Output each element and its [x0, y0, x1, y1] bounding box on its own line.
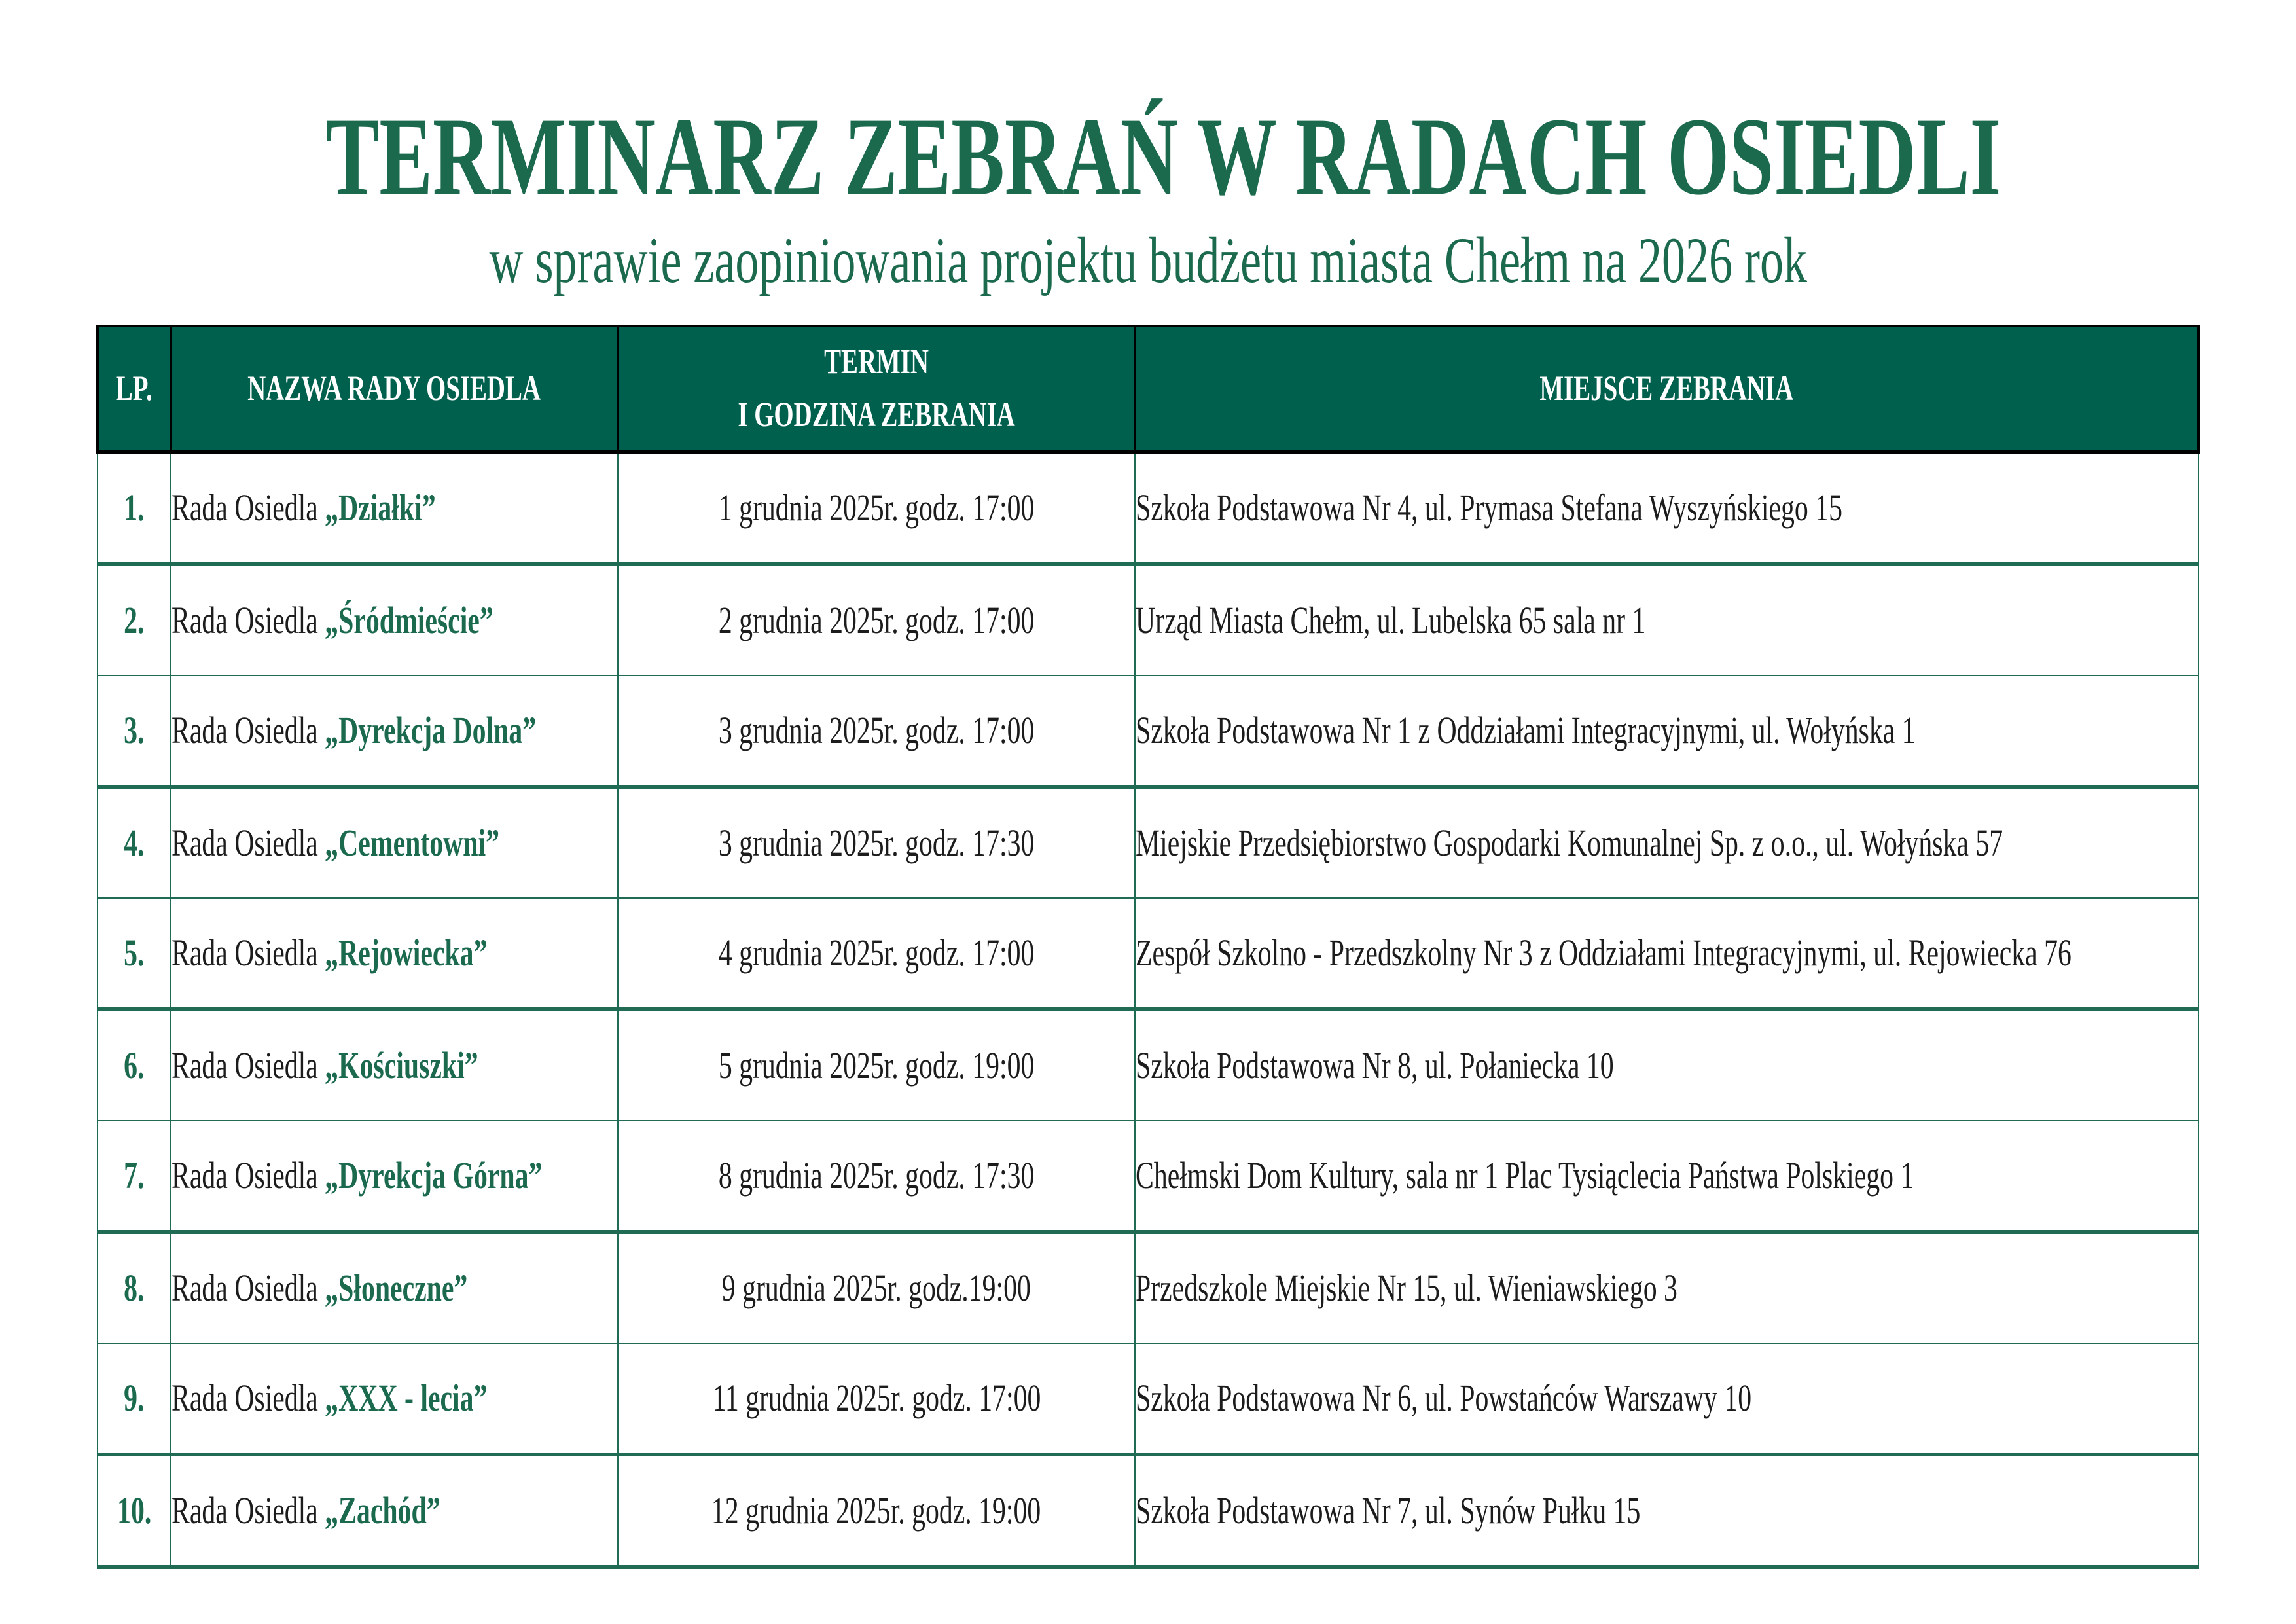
meeting-date-cell: [618, 1343, 1135, 1454]
schedule-body: [98, 452, 2198, 1567]
page-title: [0, 95, 2296, 218]
council-prefix: Rada Osiedla: [171, 1377, 318, 1419]
table-row: [98, 1121, 2198, 1232]
meeting-date-cell: [618, 1454, 1135, 1567]
row-number-cell: [98, 1232, 171, 1343]
council-name: „Śródmieście”: [325, 599, 493, 641]
header-council-name: NAZWA RADY OSIEDLA: [171, 326, 618, 452]
council-name-cell: [171, 1343, 618, 1454]
council-prefix: Rada Osiedla: [171, 821, 318, 864]
meeting-date: 8 grudnia 2025r. godz. 17:30: [718, 1154, 1035, 1197]
meeting-date: 3 grudnia 2025r. godz. 17:30: [718, 821, 1035, 864]
meeting-place: Szkoła Podstawowa Nr 4, ul. Prymasa Stefana Wyszyńskiego 15: [1136, 486, 1842, 529]
council-prefix: Rada Osiedla: [171, 1044, 318, 1087]
row-number: 6.: [124, 1044, 145, 1087]
council-name: „Kościuszki”: [325, 1044, 478, 1087]
council-name: „Działki”: [325, 486, 436, 529]
row-number: 4.: [124, 821, 145, 864]
row-number-cell: [98, 787, 171, 898]
meeting-place: Zespół Szkolno - Przedszkolny Nr 3 z Oddziałami Integracyjnymi, ul. Rejowiecka 76: [1136, 931, 2072, 974]
meeting-date-cell: [618, 564, 1135, 676]
meeting-date: 3 grudnia 2025r. godz. 17:00: [718, 709, 1035, 751]
meeting-place: Przedszkole Miejskie Nr 15, ul. Wieniawskiego 3: [1136, 1267, 1677, 1309]
meeting-date-cell: [618, 1121, 1135, 1232]
meeting-date-cell: [618, 787, 1135, 898]
meeting-date: 9 grudnia 2025r. godz.19:00: [721, 1267, 1031, 1309]
table-row: [98, 676, 2198, 787]
council-prefix: Rada Osiedla: [171, 1267, 318, 1309]
meeting-place-cell: [1135, 1343, 2198, 1454]
council-name-cell: [171, 1232, 618, 1343]
meeting-place-cell: [1135, 676, 2198, 787]
row-number-cell: [98, 676, 171, 787]
header-lp: LP.: [98, 326, 171, 452]
council-prefix: Rada Osiedla: [171, 486, 318, 529]
council-name: „Cementowni”: [325, 821, 500, 864]
row-number: 9.: [124, 1377, 145, 1419]
page-title-text: TERMINARZ ZEBRAŃ W RADACH OSIEDLI: [325, 95, 2001, 218]
table-row: [98, 787, 2198, 898]
row-number: 10.: [117, 1489, 152, 1532]
header-date-time-line1: TERMIN: [824, 342, 929, 381]
meeting-place-cell: [1135, 1232, 2198, 1343]
meeting-date: 12 grudnia 2025r. godz. 19:00: [711, 1489, 1041, 1532]
table-row: [98, 898, 2198, 1009]
meeting-date: 11 grudnia 2025r. godz. 17:00: [712, 1377, 1041, 1419]
meeting-date-cell: [618, 1232, 1135, 1343]
meeting-place-cell: [1135, 1009, 2198, 1121]
meeting-place-cell: [1135, 898, 2198, 1009]
meeting-place-cell: [1135, 452, 2198, 564]
meeting-date: 5 grudnia 2025r. godz. 19:00: [718, 1044, 1035, 1087]
row-number-cell: [98, 1454, 171, 1567]
row-number-cell: [98, 564, 171, 676]
council-prefix: Rada Osiedla: [171, 709, 318, 751]
meeting-place: Urząd Miasta Chełm, ul. Lubelska 65 sala nr 1: [1136, 599, 1646, 641]
page-subtitle: [0, 223, 2296, 297]
row-number-cell: [98, 1121, 171, 1232]
meeting-place: Szkoła Podstawowa Nr 6, ul. Powstańców Warszawy 10: [1136, 1377, 1752, 1419]
council-name-cell: [171, 564, 618, 676]
council-name-cell: [171, 676, 618, 787]
meeting-date-cell: [618, 452, 1135, 564]
meeting-date: 2 grudnia 2025r. godz. 17:00: [718, 599, 1035, 641]
council-name-cell: [171, 1454, 618, 1567]
meeting-date-cell: [618, 1009, 1135, 1121]
table-row: [98, 1454, 2198, 1567]
meetings-schedule-table: [96, 325, 2200, 1569]
header-date-time: [618, 326, 1135, 452]
council-name-cell: [171, 1009, 618, 1121]
table-row: [98, 1232, 2198, 1343]
row-number-cell: [98, 1009, 171, 1121]
council-name-cell: [171, 898, 618, 1009]
table-row: [98, 564, 2198, 676]
header-place: MIEJSCE ZEBRANIA: [1135, 326, 2198, 452]
council-name: „Dyrekcja Górna”: [325, 1154, 543, 1197]
council-name-cell: [171, 452, 618, 564]
row-number: 1.: [124, 486, 145, 529]
table-row: [98, 452, 2198, 564]
council-name: „Słoneczne”: [325, 1267, 468, 1309]
council-prefix: Rada Osiedla: [171, 1154, 318, 1197]
meeting-place-cell: [1135, 787, 2198, 898]
row-number: 2.: [124, 599, 145, 641]
council-prefix: Rada Osiedla: [171, 931, 318, 974]
meeting-place: Miejskie Przedsiębiorstwo Gospodarki Komunalnej Sp. z o.o., ul. Wołyńska 57: [1136, 821, 2003, 864]
row-number: 7.: [124, 1154, 145, 1197]
row-number-cell: [98, 1343, 171, 1454]
table-header-row: [98, 326, 2198, 452]
meeting-place: Szkoła Podstawowa Nr 7, ul. Synów Pułku 15: [1136, 1489, 1641, 1532]
meeting-place-cell: [1135, 1121, 2198, 1232]
council-name-cell: [171, 1121, 618, 1232]
meeting-place: Szkoła Podstawowa Nr 1 z Oddziałami Integracyjnymi, ul. Wołyńska 1: [1136, 709, 1916, 751]
council-prefix: Rada Osiedla: [171, 599, 318, 641]
council-name: „Rejowiecka”: [325, 931, 488, 974]
meeting-date: 1 grudnia 2025r. godz. 17:00: [718, 486, 1035, 529]
council-prefix: Rada Osiedla: [171, 1489, 318, 1532]
council-name-cell: [171, 787, 618, 898]
meeting-date: 4 grudnia 2025r. godz. 17:00: [718, 931, 1035, 974]
header-date-time-line2: I GODZINA ZEBRANIA: [738, 395, 1015, 434]
meeting-place: Chełmski Dom Kultury, sala nr 1 Plac Tysiąclecia Państwa Polskiego 1: [1136, 1154, 1914, 1197]
meeting-place-cell: [1135, 564, 2198, 676]
meeting-place: Szkoła Podstawowa Nr 8, ul. Połaniecka 10: [1136, 1044, 1614, 1087]
meeting-date-cell: [618, 676, 1135, 787]
row-number-cell: [98, 898, 171, 1009]
meeting-date-cell: [618, 898, 1135, 1009]
row-number-cell: [98, 452, 171, 564]
page-subtitle-text: w sprawie zaopiniowania projektu budżetu miasta Chełm na 2026 rok: [489, 223, 1807, 297]
council-name: „XXX - lecia”: [325, 1377, 488, 1419]
council-name: „Dyrekcja Dolna”: [325, 709, 537, 751]
council-name: „Zachód”: [325, 1489, 440, 1532]
row-number: 5.: [124, 931, 145, 974]
table-row: [98, 1343, 2198, 1454]
table-row: [98, 1009, 2198, 1121]
meeting-place-cell: [1135, 1454, 2198, 1567]
row-number: 3.: [124, 709, 145, 751]
row-number: 8.: [124, 1267, 145, 1309]
